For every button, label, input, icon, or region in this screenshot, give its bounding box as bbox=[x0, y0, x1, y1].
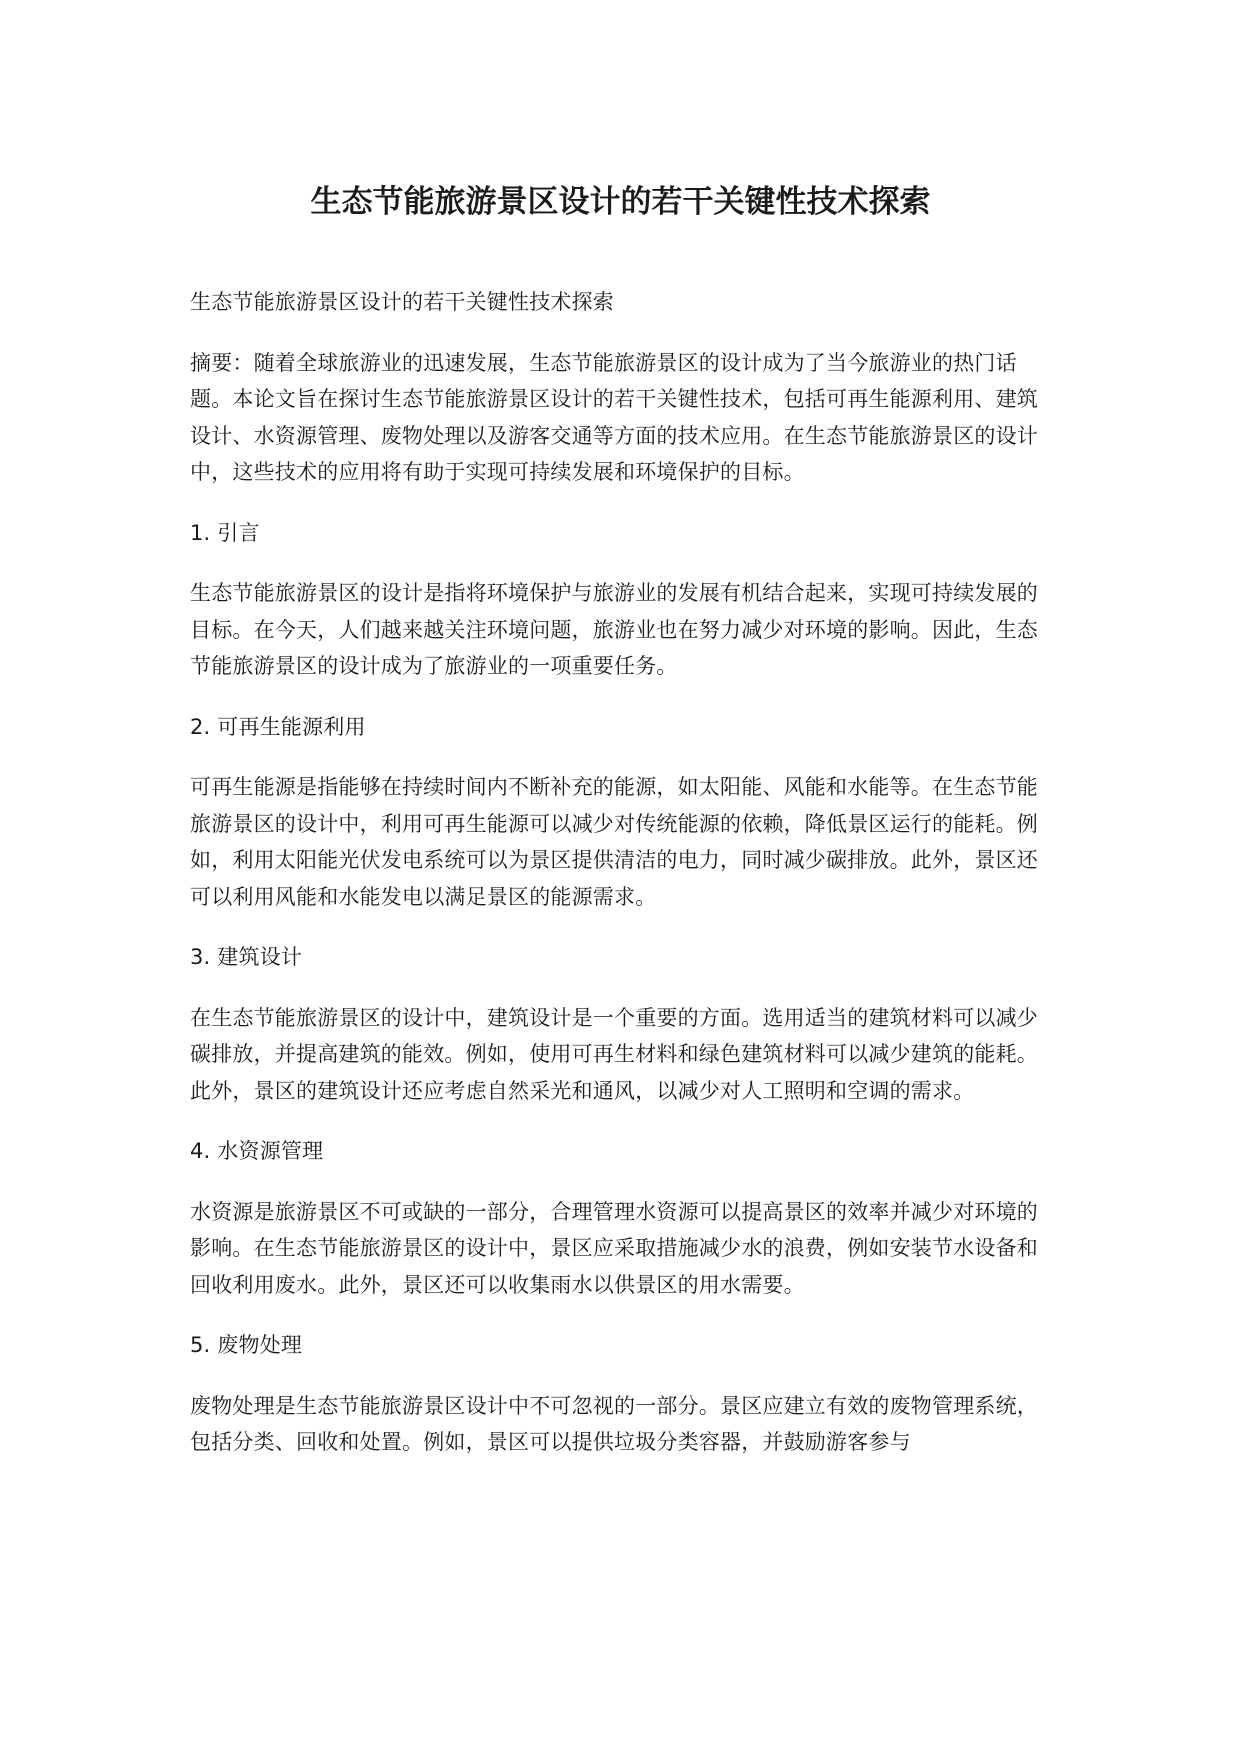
water-management-paragraph: 水资源是旅游景区不可或缺的一部分，合理管理水资源可以提高景区的效率并减少对环境的影响。在生态节能旅游景区的设计中，景区应采取措施减少水的浪费，例如安装节水设备和回收利用废水。此外，景区还可以收集雨水以供景区的用水需要。 bbox=[190, 1199, 1038, 1297]
architecture-paragraph: 在生态节能旅游景区的设计中，建筑设计是一个重要的方面。选用适当的建筑材料可以减少碳排放，并提高建筑的能效。例如，使用可再生材料和绿色建筑材料可以减少建筑的能耗。此外，景区的建筑设计还应考虑自然采光和通风，以减少对人工照明和空调的需求。 bbox=[190, 1005, 1038, 1103]
abstract-paragraph: 摘要：随着全球旅游业的迅速发展，生态节能旅游景区的设计成为了当今旅游业的热门话题。本论文旨在探讨生态节能旅游景区设计的若干关键性技术，包括可再生能源利用、建筑设计、水资源管理、废物处理以及游客交通等方面的技术应用。在生态节能旅游景区的设计中，这些技术的应用将有助于实现可持续发展和环境保护的目标。 bbox=[190, 350, 1038, 484]
renewable-energy-paragraph: 可再生能源是指能够在持续时间内不断补充的能源，如太阳能、风能和水能等。在生态节能旅游景区的设计中，利用可再生能源可以减少对传统能源的依赖，降低景区运行的能耗。例如，利用太阳能光伏发电系统可以为景区提供清洁的电力，同时减少碳排放。此外，景区还可以利用风能和水能发电以满足景区的能源需求。 bbox=[190, 775, 1038, 909]
introduction-paragraph: 生态节能旅游景区的设计是指将环境保护与旅游业的发展有机结合起来，实现可持续发展的目标。在今天，人们越来越关注环境问题，旅游业也在努力减少对环境的影响。因此，生态节能旅游景区的设计成为了旅游业的一项重要任务。 bbox=[190, 581, 1038, 678]
waste-treatment-paragraph: 废物处理是生态节能旅游景区设计中不可忽视的一部分。景区应建立有效的废物管理系统，包括分类、回收和处置。例如，景区可以提供垃圾分类容器，并鼓励游客参与 bbox=[190, 1393, 1038, 1454]
document-body bbox=[190, 284, 1050, 1461]
subtitle-paragraph: 生态节能旅游景区设计的若干关键性技术探索 bbox=[190, 290, 614, 314]
section-heading-introduction: 1. 引言 bbox=[190, 520, 260, 545]
section-heading-renewable-energy: 2. 可再生能源利用 bbox=[190, 714, 366, 739]
document-title: 生态节能旅游景区设计的若干关键性技术探索 bbox=[310, 184, 931, 220]
section-heading-architecture: 3. 建筑设计 bbox=[190, 945, 303, 969]
section-heading-water-management: 4. 水资源管理 bbox=[190, 1139, 324, 1163]
section-heading-waste-treatment: 5. 废物处理 bbox=[190, 1333, 303, 1357]
